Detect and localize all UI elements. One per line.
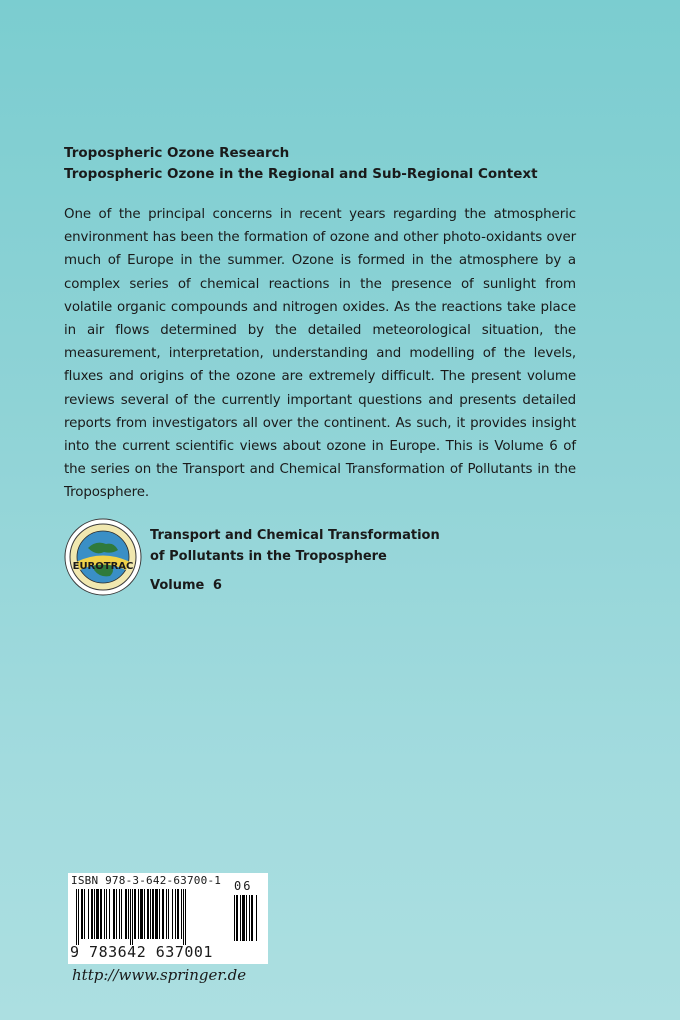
publisher-url[interactable]: http://www.springer.de: [72, 966, 247, 984]
series-title-line1: Transport and Chemical Transformation: [150, 528, 440, 543]
series-title-line2: of Pollutants in the Troposphere: [150, 549, 387, 564]
series-volume: Volume 6: [150, 578, 222, 593]
series-info: [150, 525, 550, 567]
svg-text:EUROTRAC: EUROTRAC: [72, 561, 134, 572]
ean-barcode-bars: [76, 889, 228, 945]
ean-digits: 9 783642 637001: [70, 943, 213, 961]
eurotrac-logo: [64, 518, 142, 596]
book-description: One of the principal concerns in recent years regarding the atmospheric environment has been the formation of ozone and other photo-oxidants over much of Europe in the summer. Ozone is formed in the atmosphere by a complex series of chemical reactions in the presence of sunlight from volatile organic compounds and nitrogen oxides. As the reactions take place in air flows determined by the detailed meteorological situation, the measurement, interpretation, understanding and modelling of the levels, fluxes and origins of the ozone are extremely difficult. The present volume reviews several of the currently important questions and presents detailed reports from investigators all over the continent. As such, it provides insight into the current scientific views about ozone in Europe. This is Volume 6 of the series on the Transport and Chemical Transformation of Pollutants in the Troposphere.: [64, 207, 576, 501]
book-series-title: Tropospheric Ozone Research: [64, 145, 290, 161]
addon-barcode-bars: [234, 895, 264, 947]
barcode-addon-digits: 06: [234, 879, 253, 893]
isbn-barcode: [68, 873, 268, 964]
book-title: Tropospheric Ozone in the Regional and Sub-Regional Context: [64, 166, 538, 182]
isbn-number: ISBN 978-3-642-63700-1: [71, 874, 222, 887]
back-cover-heading: [64, 143, 644, 185]
